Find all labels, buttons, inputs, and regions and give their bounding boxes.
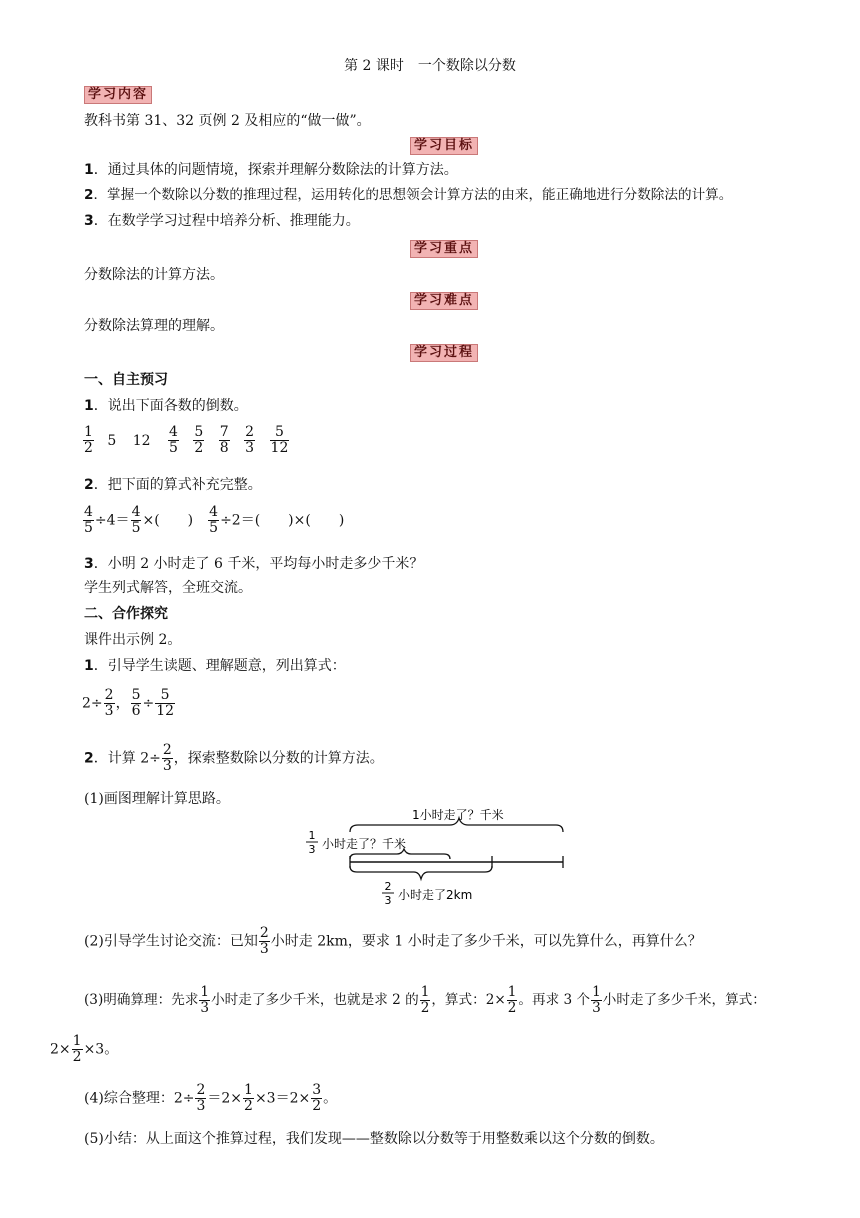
fraction: $\frac{1}{2}$ [420,984,430,1016]
question-text: ．把下面的算式补充完整。 [93,477,262,493]
fraction: $\frac{4}{5}$ [169,424,178,456]
fraction: $\frac{1}{2}$ [507,984,517,1016]
mid-label: 小时走了？千米 [322,837,407,851]
question-3-note: 学生列式解答，全班交流。 [84,580,252,596]
fraction: $\frac{1}{3}$ [592,984,601,1016]
question-number: 2 [84,477,94,493]
key-text: 分数除法的计算方法。 [84,267,224,283]
fraction: $\frac{2}{3}$ [196,1082,206,1114]
step-number: 1 [84,658,94,674]
goal-item [84,186,732,204]
fraction: $\frac{1}{2}$ [244,1082,253,1114]
question-number: 1 [84,398,94,414]
tag-key-point: 学习重点 [410,240,478,258]
integer: 12 [132,432,151,449]
tag-learning-content: 学习内容 [84,86,152,104]
part-3-continued: 2× $\frac{1}{2}$ ×3。 [50,1033,119,1065]
fraction: $\frac{2}{3}$ [104,687,114,719]
bot-label: 小时走了2km [398,888,473,902]
fraction: $\frac{5}{12}$ [270,424,289,456]
step-2: 2．计算 2÷ $\frac{2}{3}$ ，探索整数除以分数的计算方法。 [84,742,384,774]
bot-frac-den: 3 [384,894,392,907]
part-4: (4)综合整理：2÷ $\frac{2}{3}$ ＝2× $\frac{1}{2}$ ×3＝2× $\frac{3}{2}$ 。 [84,1082,338,1114]
page-title: 第 2 课时 一个数除以分数 [344,58,516,74]
question-text: ．小明 2 小时走了 6 千米，平均每小时走多少千米？ [93,556,424,572]
example-intro: 课件出示例 2。 [84,632,182,648]
fraction: $\frac{4}{5}$ [209,504,219,536]
section2-heading: 二、合作探究 [84,606,168,622]
goal-number: 2 [84,187,94,203]
integer: 5 [107,432,117,449]
part-2: (2)引导学生讨论交流：已知 $\frac{2}{3}$ 小时走 2km，要求 1 小时走了多少千米，可以先算什么，再算什么？ [84,925,702,957]
fraction: $\frac{5}{2}$ [194,424,204,456]
fraction: $\frac{1}{3}$ [200,984,210,1016]
step-1 [84,657,346,675]
fraction: $\frac{5}{12}$ [156,687,175,719]
fraction: $\frac{3}{2}$ [312,1082,322,1114]
question-3 [84,555,423,573]
fill-in-expression: $\frac{4}{5}$ ÷4＝ $\frac{4}{5}$ ×( ) $\frac{4}{5}$ ÷2＝( )×( ) [84,504,345,536]
fraction: $\frac{1}{2}$ [84,424,93,456]
fraction: $\frac{1}{2}$ [72,1033,82,1065]
content-text: 教科书第 31、32 页例 2 及相应的“做一做”。 [84,113,371,129]
goal-text: ．在数学学习过程中培养分析、推理能力。 [93,213,360,229]
mid-frac-num: 1 [308,829,316,842]
top-label: 1小时走了？千米 [412,808,504,822]
part-5: (5)小结：从上面这个推算过程，我们发现——整数除以分数等于用整数乘以这个分数的倒数。 [84,1131,664,1147]
goal-item [84,161,458,179]
mid-frac-den: 3 [308,843,316,856]
segment-diagram [308,805,580,907]
fraction: $\frac{4}{5}$ [131,504,141,536]
question-number: 3 [84,556,94,572]
goal-text: ．掌握一个数除以分数的推理过程，运用转化的思想领会计算方法的由来，能正确地进行分数除法的计算。 [93,187,733,203]
goal-text: ．通过具体的问题情境，探索并理解分数除法的计算方法。 [93,162,458,178]
fraction: $\frac{4}{5}$ [84,504,93,536]
goal-number: 3 [84,213,94,229]
goal-item [84,212,360,230]
question-text: ．说出下面各数的倒数。 [93,398,248,414]
fraction: $\frac{2}{3}$ [259,925,269,957]
fraction: $\frac{2}{3}$ [245,424,255,456]
fraction: $\frac{2}{3}$ [162,742,172,774]
question-1 [84,397,248,415]
tag-learning-goals: 学习目标 [410,137,478,155]
step-number: 2 [84,750,94,767]
section1-heading: 一、自主预习 [84,372,168,388]
fraction: $\frac{7}{8}$ [219,424,229,456]
part-1: (1)画图理解计算思路。 [84,791,230,807]
difficulty-text: 分数除法算理的理解。 [84,318,224,334]
fraction: $\frac{5}{6}$ [131,687,141,719]
tag-difficulty: 学习难点 [410,292,478,310]
reciprocal-list [82,425,298,456]
tag-learning-process: 学习过程 [410,344,478,362]
step-text: ．引导学生读题、理解题意，列出算式： [93,658,346,674]
step-1-expression: 2÷ $\frac{2}{3}$ ， $\frac{5}{6}$ ÷ $\frac{5}{12}$ [82,687,175,719]
bot-frac-num: 2 [384,880,392,893]
part-3: (3)明确算理：先求 $\frac{1}{3}$ 小时走了多少千米，也就是求 2 的 $\frac{1}{2}$ ，算式：2× $\frac{1}{2}$ 。再求 3 个 $\frac{1}{3}$ 小时走了多少千米，算式： [84,984,766,1016]
question-2 [84,476,262,494]
goal-number: 1 [84,162,94,178]
